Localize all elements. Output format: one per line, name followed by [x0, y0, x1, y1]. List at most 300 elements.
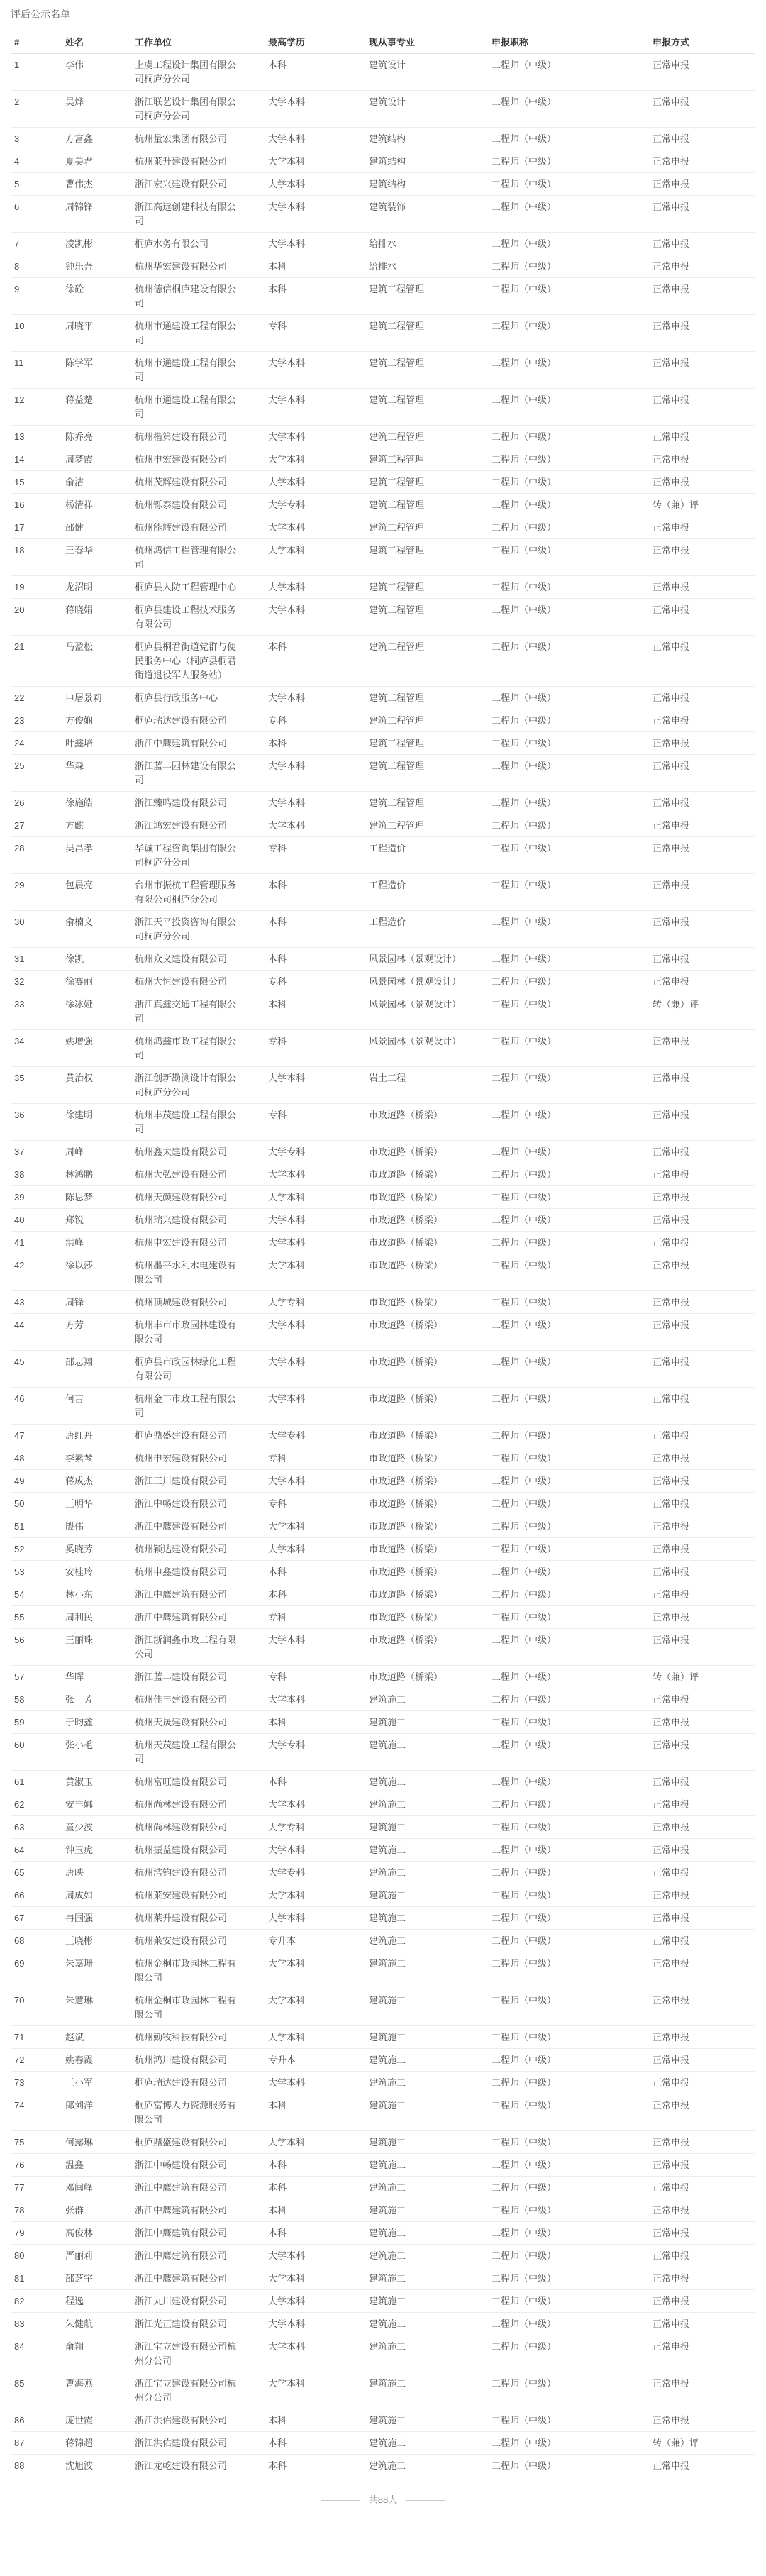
applied-title-cell: 工程师（中级） [488, 2313, 649, 2335]
application-method-cell: 正常申报 [649, 1793, 755, 1816]
application-method-cell: 正常申报 [649, 2290, 755, 2313]
person-name-cell: 周锦锋 [62, 196, 131, 233]
person-name-cell: 何露琳 [62, 2131, 131, 2154]
applied-title-cell: 工程师（中级） [488, 173, 649, 196]
specialty-cell: 建筑施工 [365, 1884, 488, 1907]
specialty-cell: 建筑工程管理 [365, 576, 488, 599]
table-row [11, 2131, 755, 2154]
education-cell: 大学本科 [265, 755, 365, 792]
work-unit-cell [131, 54, 265, 91]
row-number-cell: 80 [11, 2245, 62, 2267]
row-number-cell: 16 [11, 494, 62, 516]
person-name-cell: 夏美君 [62, 150, 131, 173]
table-row [11, 278, 755, 315]
table-row [11, 2455, 755, 2477]
work-unit-text: 杭州量宏集团有限公司 [135, 133, 228, 144]
person-name-cell: 周利民 [62, 1606, 131, 1629]
work-unit-text: 浙江中鹰建筑有限公司 [135, 738, 228, 748]
specialty-cell: 市政道路（桥梁） [365, 1104, 488, 1141]
work-unit-text: 杭州振益建设有限公司 [135, 1845, 228, 1855]
application-method-cell: 正常申报 [649, 352, 755, 389]
person-name-cell: 朱健航 [62, 2313, 131, 2335]
education-cell: 大学本科 [265, 1351, 365, 1388]
education-cell: 大学专科 [265, 1291, 365, 1314]
specialty-cell: 建筑施工 [365, 1907, 488, 1930]
specialty-cell: 建筑工程管理 [365, 516, 488, 539]
specialty-cell: 建筑装饰 [365, 196, 488, 233]
work-unit-cell [131, 1470, 265, 1493]
application-method-cell: 正常申报 [649, 599, 755, 636]
person-name-cell: 方俊娴 [62, 709, 131, 732]
table-row [11, 2432, 755, 2455]
work-unit-text: 杭州天晟建设有限公司 [135, 1717, 228, 1728]
table-row [11, 1884, 755, 1907]
applied-title-cell: 工程师（中级） [488, 709, 649, 732]
person-name-cell: 方富鑫 [62, 128, 131, 150]
person-name-cell: 杨清祥 [62, 494, 131, 516]
work-unit-cell [131, 599, 265, 636]
row-number-cell: 74 [11, 2094, 62, 2131]
education-cell: 大学专科 [265, 1141, 365, 1163]
work-unit-cell [131, 1209, 265, 1232]
table-row [11, 196, 755, 233]
table-row [11, 709, 755, 732]
applied-title-cell: 工程师（中级） [488, 2455, 649, 2477]
work-unit-cell [131, 1030, 265, 1067]
person-name-cell: 陈思梦 [62, 1186, 131, 1209]
table-row [11, 1734, 755, 1771]
person-name-cell: 徐赛丽 [62, 971, 131, 993]
row-number-cell: 48 [11, 1447, 62, 1470]
application-method-cell: 正常申报 [649, 1538, 755, 1561]
row-number-cell: 86 [11, 2409, 62, 2432]
row-number-cell: 29 [11, 874, 62, 911]
applied-title-cell: 工程师（中级） [488, 2199, 649, 2222]
person-name-cell: 黄治权 [62, 1067, 131, 1104]
row-number-cell: 19 [11, 576, 62, 599]
applied-title-cell: 工程师（中级） [488, 516, 649, 539]
row-number-cell: 84 [11, 2335, 62, 2372]
specialty-cell: 建筑施工 [365, 1839, 488, 1862]
table-row [11, 1351, 755, 1388]
applied-title-cell: 工程师（中级） [488, 278, 649, 315]
specialty-cell: 建筑结构 [365, 173, 488, 196]
person-name-cell: 郑锐 [62, 1209, 131, 1232]
specialty-cell: 建筑工程管理 [365, 352, 488, 389]
table-row [11, 1561, 755, 1583]
applied-title-cell: 工程师（中级） [488, 54, 649, 91]
row-number-cell: 43 [11, 1291, 62, 1314]
application-method-cell: 正常申报 [649, 315, 755, 352]
work-unit-text: 浙江真鑫交通工程有限公司 [135, 999, 237, 1024]
work-unit-text: 桐庐富博人力资源服务有限公司 [135, 2100, 237, 2125]
row-number-cell: 24 [11, 732, 62, 755]
work-unit-cell [131, 1666, 265, 1688]
work-unit-text: 杭州顶城建设有限公司 [135, 1297, 228, 1308]
row-number-cell: 83 [11, 2313, 62, 2335]
work-unit-cell [131, 448, 265, 471]
work-unit-cell [131, 173, 265, 196]
row-number-cell: 62 [11, 1793, 62, 1816]
table-row [11, 389, 755, 426]
person-name-cell: 凌凯彬 [62, 233, 131, 255]
education-cell: 本科 [265, 993, 365, 1030]
education-cell: 专科 [265, 1666, 365, 1688]
work-unit-text: 浙江宝立建设有限公司杭州分公司 [135, 2378, 237, 2403]
applied-title-cell: 工程师（中级） [488, 2290, 649, 2313]
application-method-cell: 正常申报 [649, 150, 755, 173]
specialty-cell: 建筑施工 [365, 2222, 488, 2245]
column-header-number: # [11, 31, 62, 54]
table-row [11, 2335, 755, 2372]
application-method-cell: 正常申报 [649, 2177, 755, 2199]
application-method-cell: 正常申报 [649, 837, 755, 874]
table-row [11, 2222, 755, 2245]
row-number-cell: 32 [11, 971, 62, 993]
application-method-cell: 正常申报 [649, 233, 755, 255]
work-unit-text: 杭州德信桐庐建设有限公司 [135, 284, 237, 309]
work-unit-text: 杭州金桐市政园林工程有限公司 [135, 1958, 237, 1983]
person-name-cell: 朱嘉珊 [62, 1952, 131, 1989]
table-row [11, 1254, 755, 1291]
specialty-cell: 工程造价 [365, 874, 488, 911]
row-number-cell: 65 [11, 1862, 62, 1884]
education-cell: 大学本科 [265, 687, 365, 709]
work-unit-text: 杭州天颜建设有限公司 [135, 1192, 228, 1203]
table-row [11, 2094, 755, 2131]
work-unit-cell [131, 971, 265, 993]
education-cell: 大学专科 [265, 1816, 365, 1839]
education-cell: 本科 [265, 2222, 365, 2245]
header-row [11, 31, 755, 54]
work-unit-cell [131, 2049, 265, 2072]
row-number-cell: 87 [11, 2432, 62, 2455]
education-cell: 大学本科 [265, 2131, 365, 2154]
table-row [11, 1447, 755, 1470]
application-method-cell: 正常申报 [649, 54, 755, 91]
row-number-cell: 34 [11, 1030, 62, 1067]
table-row [11, 1493, 755, 1515]
table-row [11, 1583, 755, 1606]
person-name-cell: 俞洁 [62, 471, 131, 494]
application-method-cell: 正常申报 [649, 1209, 755, 1232]
table-row [11, 1209, 755, 1232]
work-unit-cell [131, 2313, 265, 2335]
application-method-cell: 正常申报 [649, 1930, 755, 1952]
work-unit-text: 杭州申宏建设有限公司 [135, 454, 228, 465]
person-name-cell: 蒋晓娟 [62, 599, 131, 636]
application-method-cell: 正常申报 [649, 2026, 755, 2049]
applied-title-cell: 工程师（中级） [488, 2154, 649, 2177]
column-header-name: 姓名 [62, 31, 131, 54]
table-row [11, 636, 755, 687]
table-row [11, 1186, 755, 1209]
row-number-cell: 42 [11, 1254, 62, 1291]
specialty-cell: 市政道路（桥梁） [365, 1629, 488, 1666]
work-unit-text: 浙江洪佑建设有限公司 [135, 2438, 228, 2448]
work-unit-text: 桐庐瑞达建设有限公司 [135, 2077, 228, 2088]
work-unit-text: 杭州鸿川建设有限公司 [135, 2055, 228, 2065]
person-name-cell: 童少波 [62, 1816, 131, 1839]
application-method-cell: 正常申报 [649, 2245, 755, 2267]
total-count: 共88人 [368, 2494, 398, 2505]
application-method-cell: 正常申报 [649, 1186, 755, 1209]
application-method-cell: 正常申报 [649, 2222, 755, 2245]
education-cell: 专科 [265, 709, 365, 732]
row-number-cell: 9 [11, 278, 62, 315]
applied-title-cell: 工程师（中级） [488, 494, 649, 516]
row-number-cell: 46 [11, 1388, 62, 1425]
applied-title-cell: 工程师（中级） [488, 1254, 649, 1291]
footer-divider-right [406, 2500, 445, 2501]
specialty-cell: 建筑施工 [365, 1952, 488, 1989]
row-number-cell: 15 [11, 471, 62, 494]
education-cell: 专升本 [265, 2049, 365, 2072]
application-method-cell: 正常申报 [649, 911, 755, 948]
table-row [11, 732, 755, 755]
work-unit-text: 浙江创新勘测设计有限公司桐庐分公司 [135, 1073, 237, 1098]
application-method-cell: 正常申报 [649, 128, 755, 150]
person-name-cell: 奚晓芳 [62, 1538, 131, 1561]
work-unit-cell [131, 1688, 265, 1711]
work-unit-cell [131, 2154, 265, 2177]
table-row [11, 948, 755, 971]
applied-title-cell: 工程师（中级） [488, 1666, 649, 1688]
table-row [11, 448, 755, 471]
work-unit-text: 浙江中鹰建筑有限公司 [135, 2205, 228, 2216]
table-row [11, 2409, 755, 2432]
table-row [11, 1771, 755, 1793]
applied-title-cell: 工程师（中级） [488, 1209, 649, 1232]
table-row [11, 2290, 755, 2313]
work-unit-cell [131, 1734, 265, 1771]
application-method-cell: 正常申报 [649, 2049, 755, 2072]
person-name-cell: 俞楠文 [62, 911, 131, 948]
person-name-cell: 于昀鑫 [62, 1711, 131, 1734]
row-number-cell: 25 [11, 755, 62, 792]
work-unit-cell [131, 993, 265, 1030]
work-unit-cell [131, 837, 265, 874]
person-name-cell: 陈学军 [62, 352, 131, 389]
person-name-cell: 洪峰 [62, 1232, 131, 1254]
education-cell: 大学本科 [265, 1186, 365, 1209]
work-unit-text: 杭州大弘建设有限公司 [135, 1169, 228, 1180]
person-name-cell: 蒋益楚 [62, 389, 131, 426]
specialty-cell: 给排水 [365, 255, 488, 278]
application-method-cell: 正常申报 [649, 948, 755, 971]
applied-title-cell: 工程师（中级） [488, 196, 649, 233]
table-row [11, 1141, 755, 1163]
column-header-work-unit: 工作单位 [131, 31, 265, 54]
work-unit-text: 浙江中鹰建筑有限公司 [135, 1589, 228, 1600]
education-cell: 大学本科 [265, 516, 365, 539]
work-unit-cell [131, 911, 265, 948]
work-unit-text: 杭州市通建设工程有限公司 [135, 358, 237, 382]
row-number-cell: 45 [11, 1351, 62, 1388]
row-number-cell: 55 [11, 1606, 62, 1629]
education-cell: 大学专科 [265, 494, 365, 516]
application-method-cell: 正常申报 [649, 732, 755, 755]
person-name-cell: 冉国强 [62, 1907, 131, 1930]
application-method-cell: 正常申报 [649, 2072, 755, 2094]
work-unit-cell [131, 2290, 265, 2313]
specialty-cell: 市政道路（桥梁） [365, 1186, 488, 1209]
row-number-cell: 39 [11, 1186, 62, 1209]
specialty-cell: 市政道路（桥梁） [365, 1209, 488, 1232]
row-number-cell: 72 [11, 2049, 62, 2072]
specialty-cell: 建筑结构 [365, 128, 488, 150]
work-unit-cell [131, 352, 265, 389]
work-unit-cell [131, 255, 265, 278]
person-name-cell: 林鸿鹏 [62, 1163, 131, 1186]
row-number-cell: 10 [11, 315, 62, 352]
person-name-cell: 邵芝宇 [62, 2267, 131, 2290]
table-row [11, 352, 755, 389]
work-unit-text: 杭州市通建设工程有限公司 [135, 321, 237, 346]
applied-title-cell: 工程师（中级） [488, 2026, 649, 2049]
work-unit-cell [131, 1862, 265, 1884]
row-number-cell: 26 [11, 792, 62, 814]
work-unit-cell [131, 1907, 265, 1930]
table-row [11, 1030, 755, 1067]
work-unit-cell [131, 1447, 265, 1470]
specialty-cell: 市政道路（桥梁） [365, 1493, 488, 1515]
applied-title-cell: 工程师（中级） [488, 755, 649, 792]
row-number-cell: 44 [11, 1314, 62, 1351]
application-method-cell: 正常申报 [649, 971, 755, 993]
row-number-cell: 68 [11, 1930, 62, 1952]
row-number-cell: 36 [11, 1104, 62, 1141]
person-name-cell: 郎刘洋 [62, 2094, 131, 2131]
application-method-cell: 正常申报 [649, 792, 755, 814]
work-unit-text: 杭州鑫太建设有限公司 [135, 1146, 228, 1157]
education-cell: 专科 [265, 1104, 365, 1141]
column-header-application-method: 申报方式 [649, 31, 755, 54]
work-unit-cell [131, 128, 265, 150]
specialty-cell: 建筑工程管理 [365, 709, 488, 732]
row-number-cell: 73 [11, 2072, 62, 2094]
table-row [11, 1163, 755, 1186]
application-method-cell: 正常申报 [649, 471, 755, 494]
table-row [11, 814, 755, 837]
applied-title-cell: 工程师（中级） [488, 1989, 649, 2026]
application-method-cell: 正常申报 [649, 1388, 755, 1425]
work-unit-text: 杭州浩钧建设有限公司 [135, 1867, 228, 1878]
person-name-cell: 徐建明 [62, 1104, 131, 1141]
work-unit-cell [131, 874, 265, 911]
applied-title-cell: 工程师（中级） [488, 255, 649, 278]
table-row [11, 471, 755, 494]
row-number-cell: 41 [11, 1232, 62, 1254]
applied-title-cell: 工程师（中级） [488, 128, 649, 150]
work-unit-cell [131, 2131, 265, 2154]
specialty-cell: 建筑施工 [365, 1734, 488, 1771]
education-cell: 大学本科 [265, 233, 365, 255]
specialty-cell: 建筑工程管理 [365, 278, 488, 315]
person-name-cell: 王明华 [62, 1493, 131, 1515]
application-method-cell: 正常申报 [649, 1771, 755, 1793]
application-method-cell: 转（兼）评 [649, 494, 755, 516]
work-unit-text: 杭州尚林建设有限公司 [135, 1799, 228, 1810]
applied-title-cell: 工程师（中级） [488, 971, 649, 993]
work-unit-cell [131, 1816, 265, 1839]
application-method-cell: 正常申报 [649, 755, 755, 792]
specialty-cell: 建筑工程管理 [365, 755, 488, 792]
work-unit-cell [131, 1839, 265, 1862]
applied-title-cell: 工程师（中级） [488, 1930, 649, 1952]
application-method-cell: 正常申报 [649, 516, 755, 539]
applied-title-cell: 工程师（中级） [488, 1629, 649, 1666]
work-unit-cell [131, 1606, 265, 1629]
education-cell: 大学本科 [265, 1515, 365, 1538]
work-unit-text: 杭州众义建设有限公司 [135, 953, 228, 964]
application-method-cell: 正常申报 [649, 874, 755, 911]
work-unit-cell [131, 1629, 265, 1666]
work-unit-text: 桐庐县建设工程技术服务有限公司 [135, 604, 237, 629]
education-cell: 大学专科 [265, 1734, 365, 1771]
application-method-cell: 正常申报 [649, 1493, 755, 1515]
applied-title-cell: 工程师（中级） [488, 1141, 649, 1163]
specialty-cell: 建筑工程管理 [365, 494, 488, 516]
row-number-cell: 49 [11, 1470, 62, 1493]
person-name-cell: 唐映 [62, 1862, 131, 1884]
work-unit-cell [131, 2372, 265, 2409]
education-cell: 专科 [265, 1447, 365, 1470]
table-row [11, 1711, 755, 1734]
person-name-cell: 钟玉虎 [62, 1839, 131, 1862]
row-number-cell: 13 [11, 426, 62, 448]
person-name-cell: 姚增强 [62, 1030, 131, 1067]
education-cell: 大学本科 [265, 1209, 365, 1232]
education-cell: 本科 [265, 1561, 365, 1583]
education-cell: 大学本科 [265, 2072, 365, 2094]
work-unit-cell [131, 2199, 265, 2222]
person-name-cell: 严丽莉 [62, 2245, 131, 2267]
table-row [11, 1862, 755, 1884]
table-row [11, 128, 755, 150]
specialty-cell: 风景园林（景观设计） [365, 971, 488, 993]
application-method-cell: 正常申报 [649, 576, 755, 599]
application-method-cell: 正常申报 [649, 1291, 755, 1314]
work-unit-text: 桐庐鼎盛建设有限公司 [135, 1430, 228, 1441]
work-unit-text: 上虞工程设计集团有限公司桐庐分公司 [135, 60, 237, 84]
row-number-cell: 28 [11, 837, 62, 874]
applied-title-cell: 工程师（中级） [488, 1734, 649, 1771]
person-name-cell: 申屠景莉 [62, 687, 131, 709]
specialty-cell: 建筑工程管理 [365, 389, 488, 426]
work-unit-cell [131, 1771, 265, 1793]
row-number-cell: 31 [11, 948, 62, 971]
applied-title-cell: 工程师（中级） [488, 1186, 649, 1209]
work-unit-text: 浙江中鹰建筑有限公司 [135, 1612, 228, 1623]
work-unit-cell [131, 2072, 265, 2094]
specialty-cell: 建筑工程管理 [365, 636, 488, 687]
specialty-cell: 建筑工程管理 [365, 315, 488, 352]
applied-title-cell: 工程师（中级） [488, 150, 649, 173]
specialty-cell: 建筑施工 [365, 2245, 488, 2267]
row-number-cell: 35 [11, 1067, 62, 1104]
person-name-cell: 陈乔亮 [62, 426, 131, 448]
work-unit-cell [131, 2177, 265, 2199]
specialty-cell: 建筑工程管理 [365, 814, 488, 837]
row-number-cell: 61 [11, 1771, 62, 1793]
column-header-specialty: 现从事专业 [365, 31, 488, 54]
applied-title-cell: 工程师（中级） [488, 1884, 649, 1907]
education-cell: 大学本科 [265, 1629, 365, 1666]
person-name-cell: 李伟 [62, 54, 131, 91]
applied-title-cell: 工程师（中级） [488, 576, 649, 599]
person-name-cell: 徐冰娅 [62, 993, 131, 1030]
